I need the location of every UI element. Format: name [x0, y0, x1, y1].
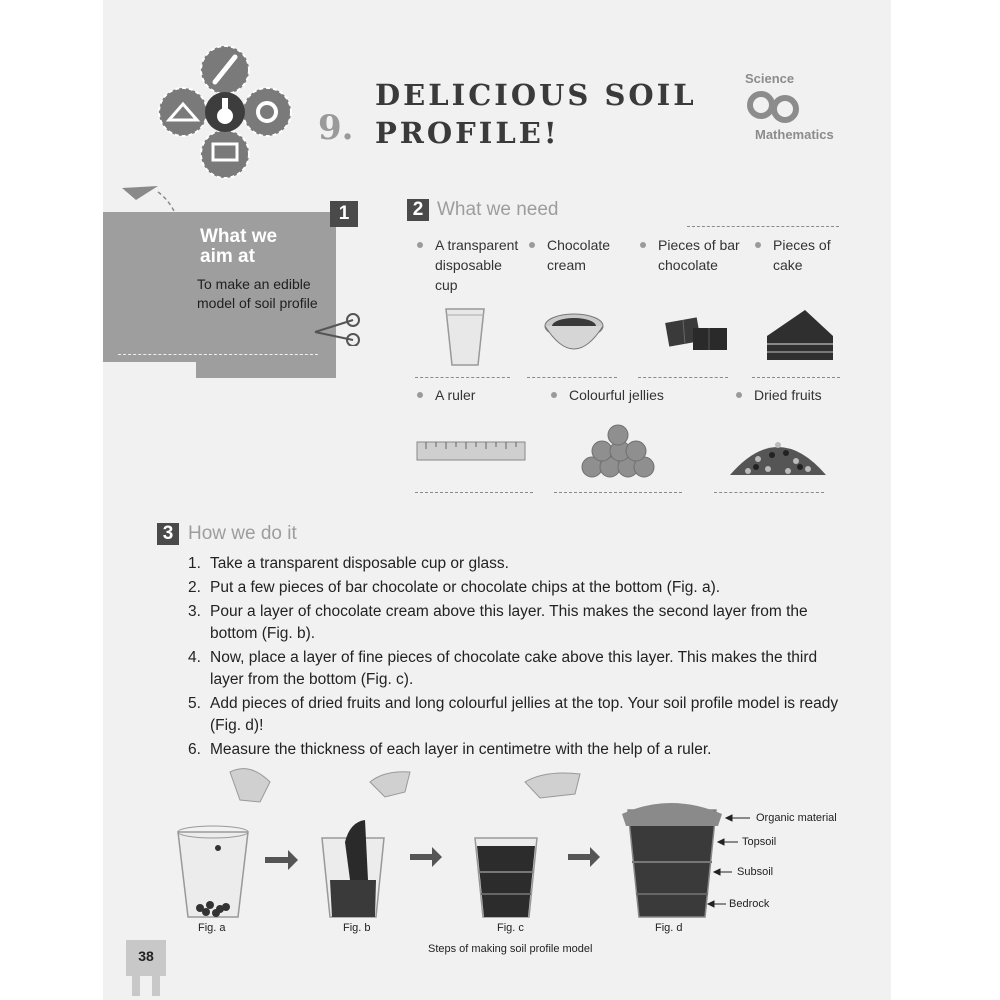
- need-item-bar-chocolate: Pieces of bar chocolate: [658, 235, 743, 275]
- chocolate-cream-icon: [543, 308, 605, 362]
- subjects-link-icon: [745, 87, 815, 127]
- fig-label-a: Fig. a: [198, 922, 226, 934]
- page-title-line2: PROFILE!: [375, 116, 560, 150]
- page-badge-hands-icon: [128, 972, 164, 1000]
- layer-label-subsoil: Subsoil: [737, 866, 774, 878]
- aim-text: To make an edible model of soil profile: [197, 276, 318, 311]
- layer-label-organic: Organic material: [756, 812, 837, 824]
- need-heading: What we need: [437, 199, 559, 220]
- need-divider: [752, 377, 840, 378]
- need-divider: [554, 492, 682, 493]
- aim-heading-line2: aim at: [200, 246, 255, 267]
- subject-science: Science: [745, 71, 795, 86]
- subjects-logo-icon: [155, 42, 295, 182]
- need-divider: [714, 492, 824, 493]
- need-item-cup: A transparent disposable cup: [435, 235, 525, 295]
- need-item-cream: Chocolate cream: [547, 235, 622, 275]
- aim-box-notch: [103, 362, 196, 378]
- layer-label-bedrock: Bedrock: [729, 898, 770, 910]
- need-item-cake: Pieces of cake: [773, 235, 838, 275]
- need-item-jellies: Colourful jellies: [569, 385, 664, 405]
- method-step: 2. Put a few pieces of bar chocolate or chocolate chips at the bottom (Fig. a).: [188, 579, 721, 596]
- fig-label-c: Fig. c: [497, 922, 524, 934]
- need-divider: [638, 377, 728, 378]
- method-step: 5. Add pieces of dried fruits and long colourful jellies at the top. Your soil profile model is ready (Fig. d)!: [188, 695, 839, 734]
- chapter-number: 9.: [318, 108, 354, 148]
- chocolate-bar-icon: [663, 312, 731, 356]
- ruler-icon: [416, 440, 526, 462]
- need-divider: [415, 377, 510, 378]
- cake-icon: [765, 306, 835, 368]
- page-title-line1: DELICIOUS SOIL: [375, 78, 697, 112]
- method-step: 1. Take a transparent disposable cup or glass.: [188, 555, 509, 572]
- need-divider: [527, 377, 617, 378]
- need-item-ruler: A ruler: [435, 385, 475, 405]
- aim-section-number: 1: [330, 201, 358, 227]
- jellies-icon: [580, 423, 656, 479]
- aim-heading-line1: What we: [200, 226, 278, 247]
- fig-label-d: Fig. d: [655, 922, 683, 934]
- method-steps: [188, 553, 848, 763]
- cup-icon: [440, 305, 490, 369]
- fig-label-b: Fig. b: [343, 922, 371, 934]
- figure-caption: Steps of making soil profile model: [428, 943, 593, 955]
- method-step: 6. Measure the thickness of each layer in centimetre with the help of a ruler.: [188, 741, 712, 758]
- need-divider: [415, 492, 533, 493]
- subject-mathematics: Mathematics: [755, 127, 834, 142]
- aim-cut-line: [118, 354, 318, 355]
- scissors-icon: [313, 310, 365, 346]
- page-number: 38: [138, 948, 154, 964]
- method-step: 4. Now, place a layer of fine pieces of chocolate cake above this layer. This makes the third layer from the bottom (Fig. c).: [188, 649, 818, 688]
- need-item-dried-fruits: Dried fruits: [754, 385, 822, 405]
- dried-fruits-icon: [728, 423, 828, 479]
- need-divider: [687, 226, 839, 227]
- method-heading: How we do it: [188, 523, 297, 544]
- method-step: 3. Pour a layer of chocolate cream above this layer. This makes the second layer from the bottom (Fig. b).: [188, 603, 808, 642]
- need-section-number: 2: [407, 199, 429, 221]
- method-section-number: 3: [157, 523, 179, 545]
- layer-label-topsoil: Topsoil: [742, 836, 777, 848]
